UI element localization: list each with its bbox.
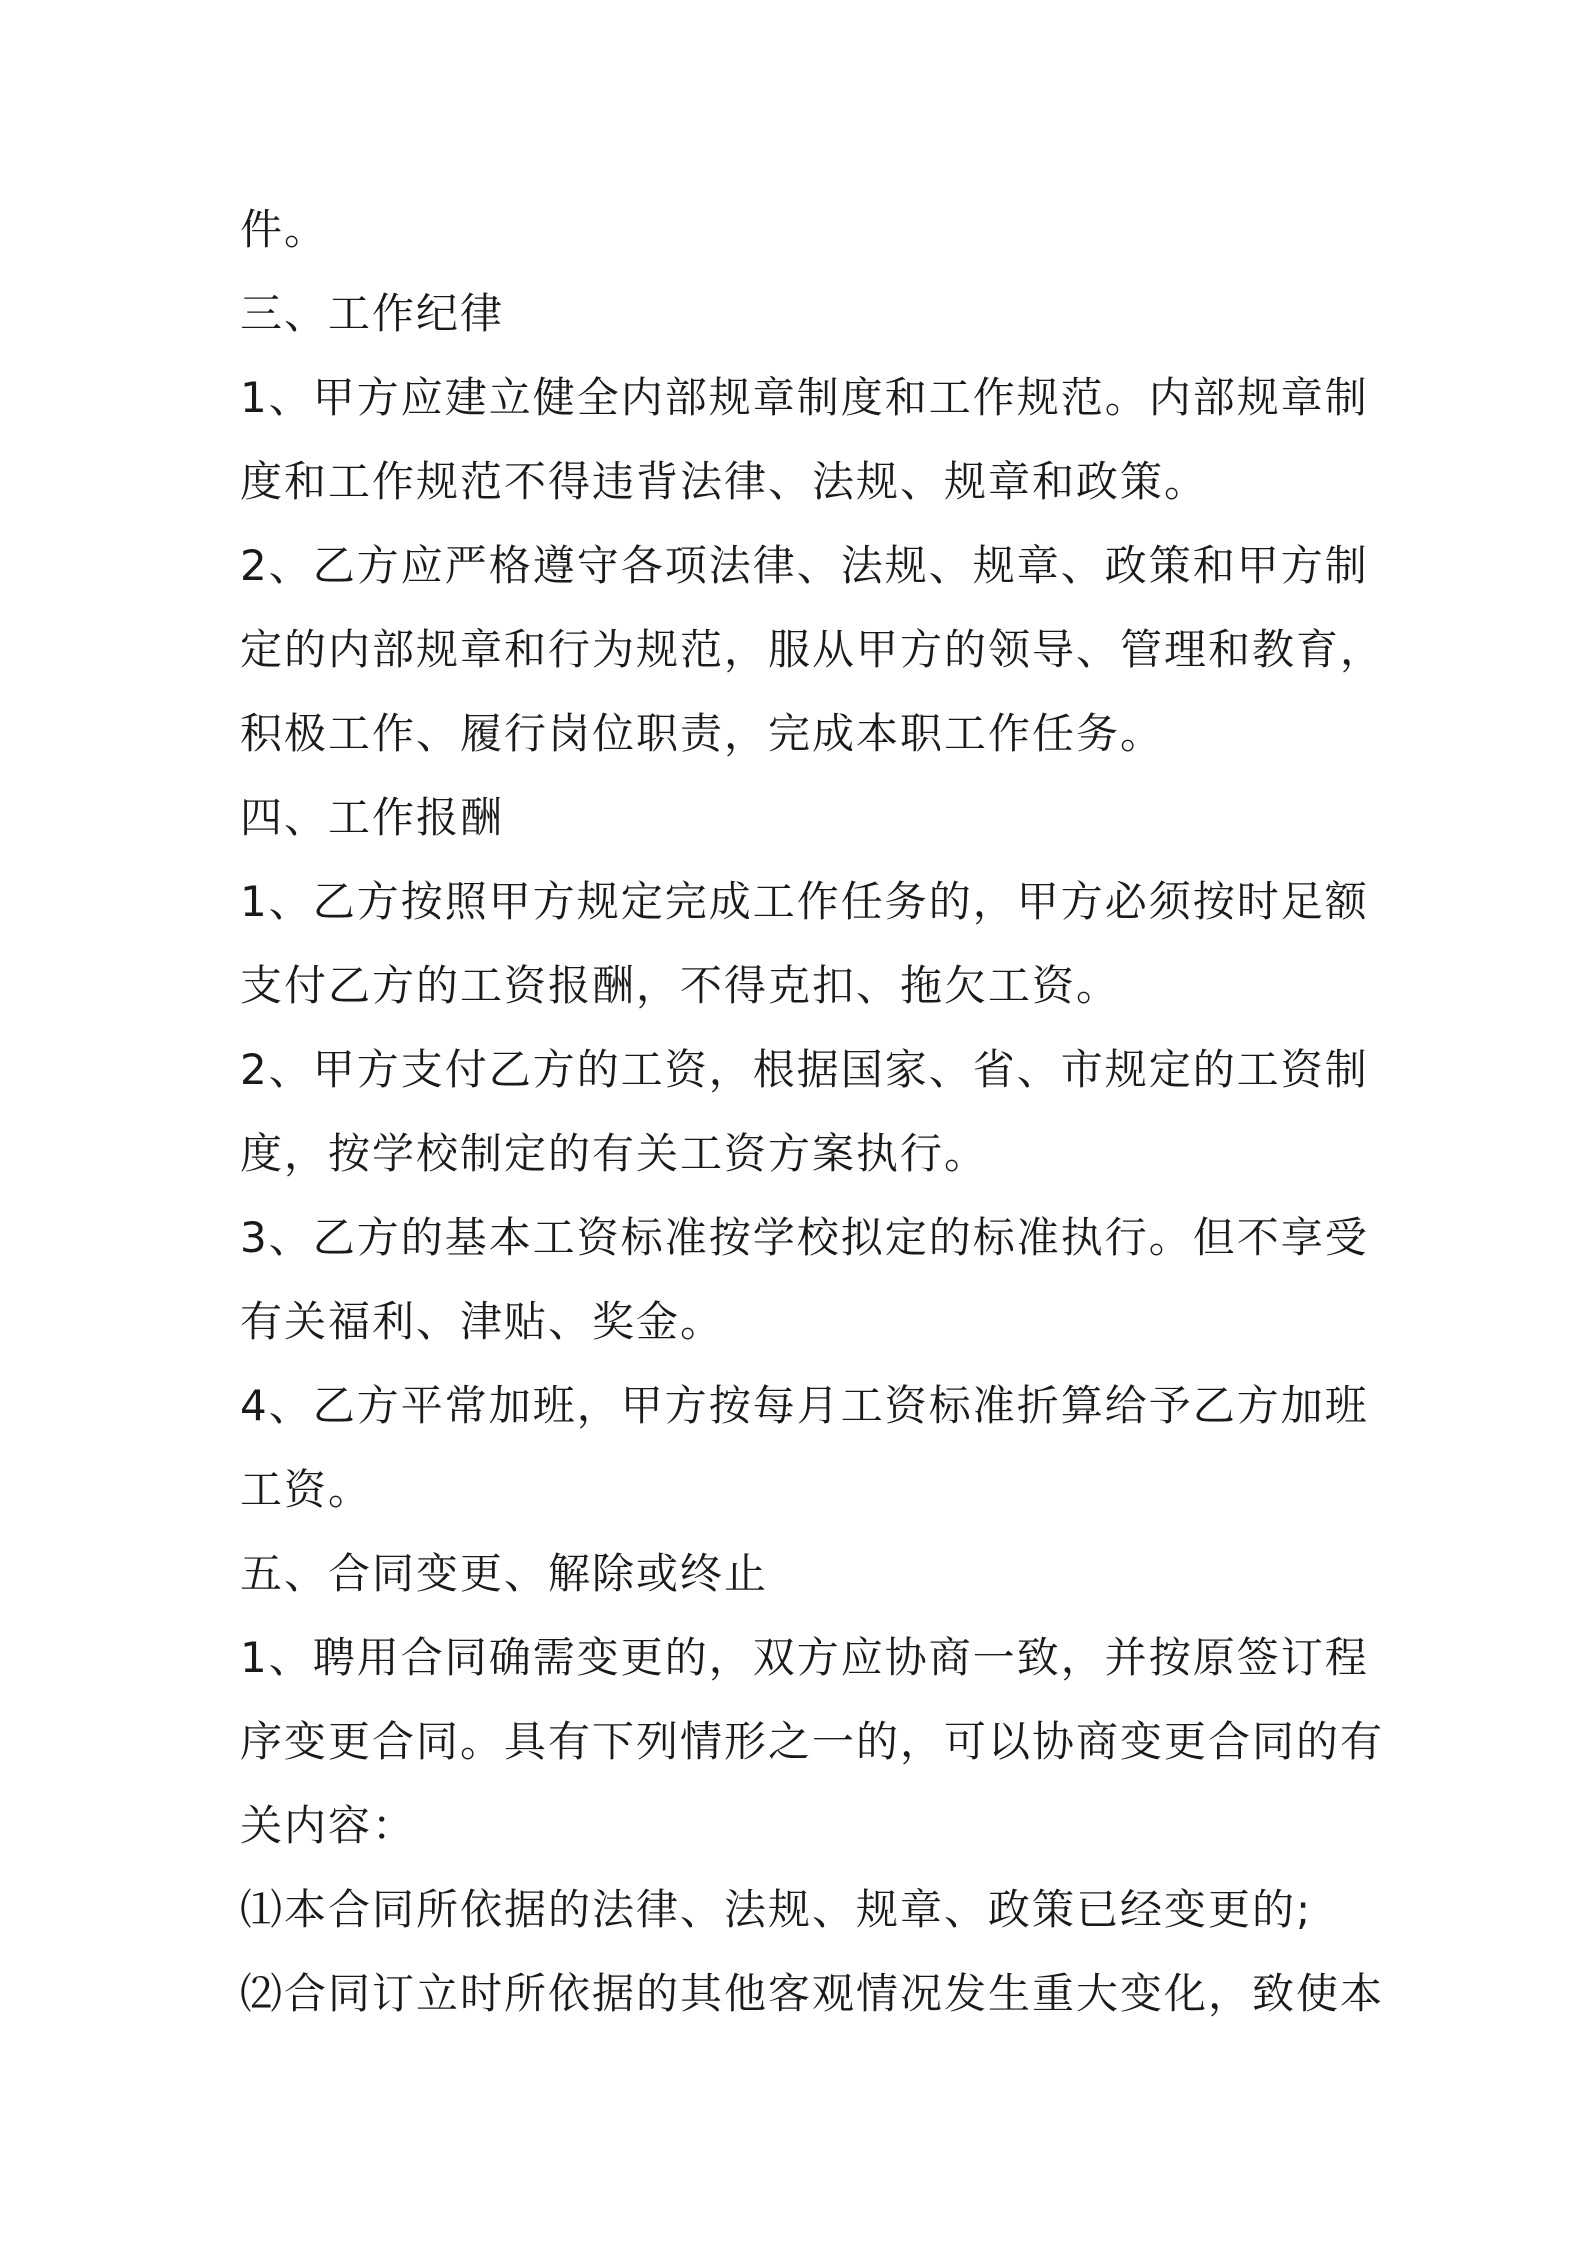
text-line: 1、聘用合同确需变更的，双方应协商一致，并按原签订程 <box>240 1633 1369 1682</box>
text-line: 件。 <box>240 205 329 254</box>
text-line: 1、甲方应建立健全内部规章制度和工作规范。内部规章制 <box>240 373 1369 422</box>
section-heading-work-remuneration: 四、工作报酬 <box>240 793 505 842</box>
text-line: 积极工作、履行岗位职责，完成本职工作任务。 <box>240 709 1165 758</box>
text-line: 2、乙方应严格遵守各项法律、法规、规章、政策和甲方制 <box>240 541 1369 590</box>
text-line: 定的内部规章和行为规范，服从甲方的领导、管理和教育， <box>240 625 1385 674</box>
text-line: 工资。 <box>240 1465 373 1514</box>
text-line: 度和工作规范不得违背法律、法规、规章和政策。 <box>240 457 1209 506</box>
text-line: 3、乙方的基本工资标准按学校拟定的标准执行。但不享受 <box>240 1213 1369 1262</box>
text-line: 有关福利、津贴、奖金。 <box>240 1297 725 1346</box>
text-line: 关内容： <box>240 1801 417 1850</box>
text-line: 1、乙方按照甲方规定完成工作任务的，甲方必须按时足额 <box>240 877 1369 926</box>
section-heading-work-discipline: 三、工作纪律 <box>240 289 505 338</box>
text-line: 序变更合同。具有下列情形之一的，可以协商变更合同的有 <box>240 1717 1385 1766</box>
document-body <box>240 188 1385 2036</box>
text-line: 度，按学校制定的有关工资方案执行。 <box>240 1129 989 1178</box>
text-line: 支付乙方的工资报酬，不得克扣、拖欠工资。 <box>240 961 1121 1010</box>
text-line: 4、乙方平常加班，甲方按每月工资标准折算给予乙方加班 <box>240 1381 1369 1430</box>
text-line: 2、甲方支付乙方的工资，根据国家、省、市规定的工资制 <box>240 1045 1369 1094</box>
section-heading-contract-change: 五、合同变更、解除或终止 <box>240 1549 769 1598</box>
text-line: ⑵合同订立时所依据的其他客观情况发生重大变化，致使本 <box>240 1969 1385 2018</box>
text-line: ⑴本合同所依据的法律、法规、规章、政策已经变更的; <box>240 1885 1313 1934</box>
